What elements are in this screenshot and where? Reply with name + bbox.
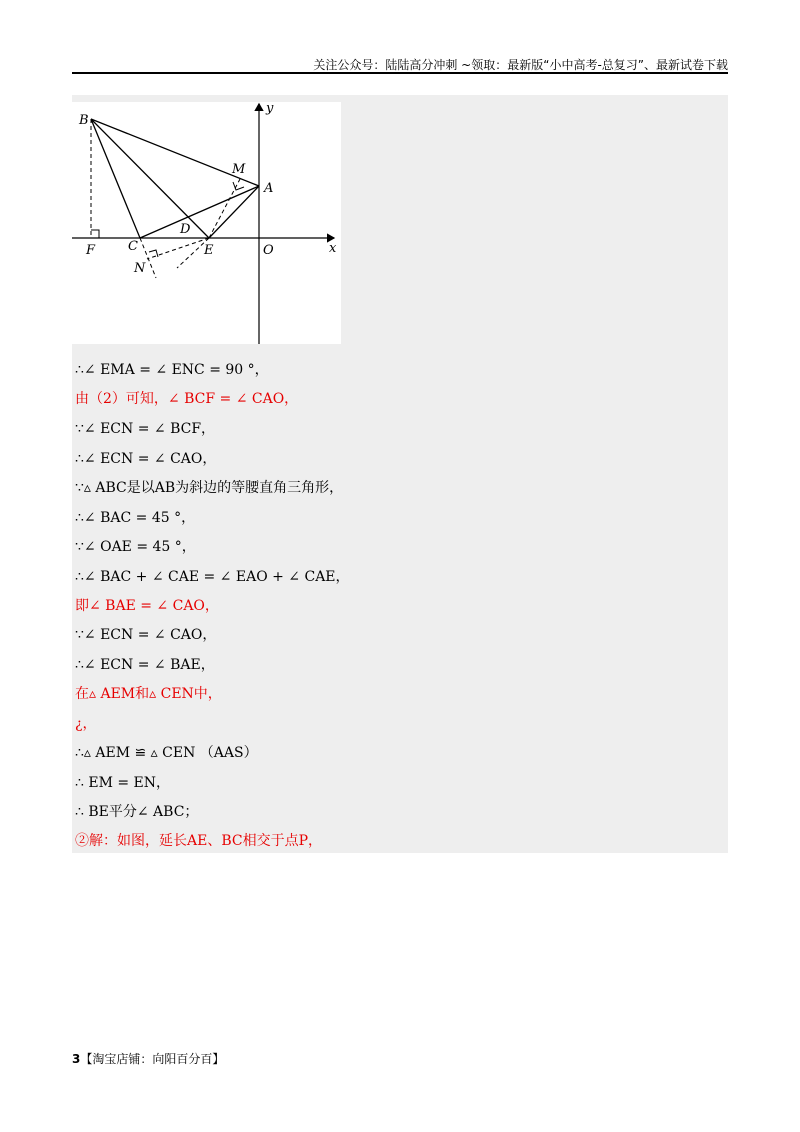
proof-line: ∴∠ BAC = 45 °， xyxy=(75,510,196,526)
right-angle-n xyxy=(149,250,158,257)
geometry-figure xyxy=(72,102,341,344)
label-f: F xyxy=(86,243,96,258)
proof-line: ∴∠ ECN = ∠ BAE， xyxy=(75,657,215,673)
label-x: x xyxy=(329,241,337,256)
right-angle-m xyxy=(233,182,244,190)
label-d: D xyxy=(180,222,191,237)
proof-line: 由（2）可知，∠ BCF = ∠ CAO， xyxy=(75,391,299,407)
label-y: y xyxy=(266,102,274,116)
segment-bc xyxy=(91,119,140,238)
proof-line: ∵▵ ABC是以AB为斜边的等腰直角三角形， xyxy=(75,480,344,496)
page-number: 3 xyxy=(72,1052,81,1066)
label-n: N xyxy=(134,261,146,276)
proof-line: 在▵ AEM和▵ CEN中， xyxy=(75,686,222,702)
proof-line: ¿， xyxy=(75,716,97,732)
proof-line: ∵∠ OAE = 45 °， xyxy=(75,539,196,555)
proof-line: ∴∠ BAC + ∠ CAE = ∠ EAO + ∠ CAE， xyxy=(75,569,350,585)
right-angle-f xyxy=(91,230,99,238)
footer-shop: 【淘宝店铺：向阳百分百】 xyxy=(80,1052,225,1066)
segment-ca xyxy=(140,186,259,238)
solution-content xyxy=(72,95,728,853)
proof-line: ∵∠ ECN = ∠ BCF， xyxy=(75,421,216,437)
header-rule xyxy=(72,72,728,74)
label-a: A xyxy=(264,181,274,196)
proof-line: ∴∠ ECN = ∠ CAO， xyxy=(75,451,217,467)
label-m: M xyxy=(232,162,246,177)
proof-line: ∴▵ AEM ≌ ▵ CEN （AAS） xyxy=(75,745,258,761)
proof-line: ∴ EM = EN， xyxy=(75,775,171,791)
segment-en xyxy=(147,238,209,259)
page-header: 关注公众号：陆陆高分冲刺 ~领取：最新版“小中高考-总复习”、最新试卷下载 xyxy=(313,58,728,72)
proof-line: ∴ BE平分∠ ABC； xyxy=(75,804,199,820)
label-b: B xyxy=(79,113,89,128)
segment-be xyxy=(91,119,209,238)
proof-line: 即∠ BAE = ∠ CAO， xyxy=(75,598,219,614)
proof-line: ∵∠ ECN = ∠ CAO， xyxy=(75,627,217,643)
label-o: O xyxy=(263,243,274,258)
label-e: E xyxy=(204,243,214,258)
geometry-diagram xyxy=(72,102,341,344)
label-c: C xyxy=(128,239,138,254)
segment-ea xyxy=(209,186,259,238)
proof-line: ∴∠ EMA = ∠ ENC = 90 °， xyxy=(75,362,269,378)
proof-line: ②解：如图，延长AE、BC相交于点P， xyxy=(75,833,323,849)
page-footer xyxy=(72,1050,224,1067)
